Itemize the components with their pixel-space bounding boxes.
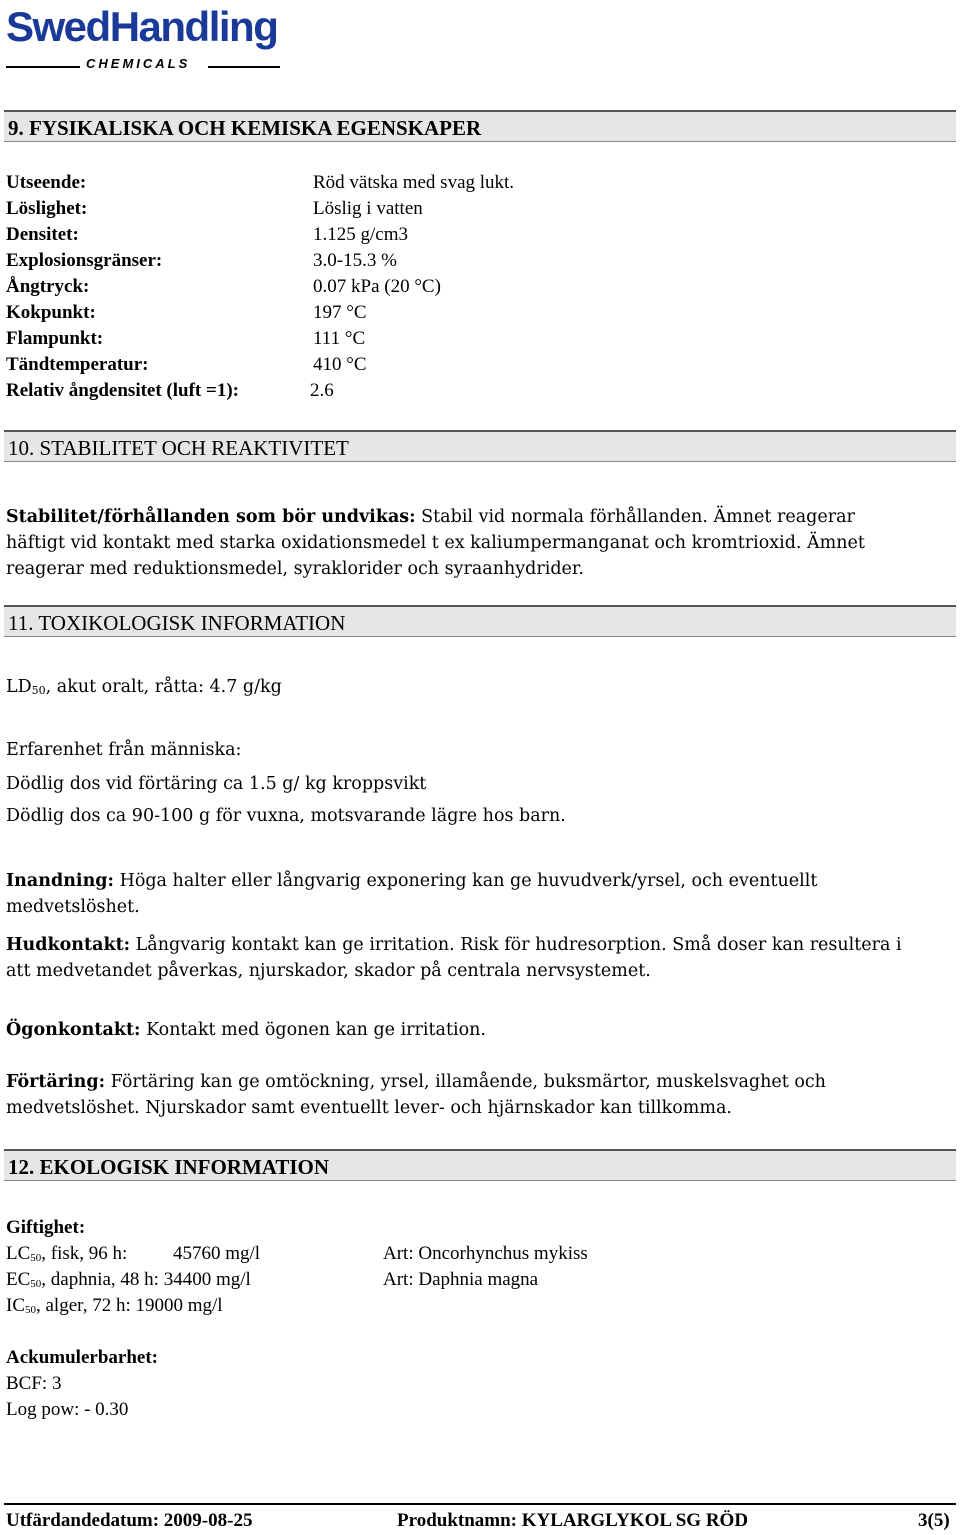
ecotox-subscript: 50 [25, 1304, 36, 1316]
stability-text: Stabil vid normala förhållanden. Ämnet reagerar häftigt vid kontakt med starka oxidationsmedel t ex kaliumpermanganat och kromtrioxid. Ämnet reagerar med reduktionsmedel, syraklorider och syraanhydrider. [6, 507, 865, 579]
skin-contact-text: Långvarig kontakt kan ge irritation. Risk för hudresorption. Små doser kan resultera i att medvetandet påverkas, njurskador, skador på centrala nervsystemet. [6, 935, 902, 981]
skin-contact-label: Hudkontakt: [6, 935, 131, 955]
property-value: 3.0-15.3 % [313, 250, 397, 271]
accumulation-heading: Ackumulerbarhet: [6, 1347, 158, 1368]
property-value: 2.6 [310, 380, 334, 401]
section-9-header [4, 110, 956, 142]
ecotox-row-species: Art: Daphnia magna [383, 1269, 539, 1290]
ingestion-label: Förtäring: [6, 1072, 106, 1092]
bcf-value: BCF: 3 [6, 1373, 62, 1394]
section-10-title: 10. STABILITET OCH REAKTIVITET [8, 436, 349, 460]
ecotox-row-value: 19000 mg/l [135, 1295, 223, 1316]
property-value: 111 °C [313, 328, 366, 349]
toxicity-heading: Giftighet: [6, 1217, 86, 1238]
ecotox-subscript: 50 [30, 1278, 42, 1290]
footer-product-name: Produktnamn: KYLARGLYKOL SG RÖD [397, 1510, 749, 1531]
property-label: Utseende: [6, 172, 87, 193]
eye-contact-label: Ögonkontakt: [6, 1020, 141, 1040]
property-label: Relativ ångdensitet (luft =1): [6, 380, 239, 401]
skin-contact-paragraph [6, 932, 906, 984]
inhalation-paragraph [6, 868, 906, 920]
section-12-header [4, 1149, 956, 1181]
ecotox-row-value: 45760 mg/l [173, 1243, 261, 1264]
ecotox-desc: , daphnia, 48 h: [41, 1269, 159, 1290]
property-value: 197 °C [313, 302, 367, 323]
property-value: Röd vätska med svag lukt. [313, 172, 515, 193]
ld-subscript: 50 [31, 684, 46, 697]
footer-issue-date: Utfärdandedatum: 2009-08-25 [6, 1510, 253, 1531]
property-label: Densitet: [6, 224, 79, 245]
property-value: 0.07 kPa (20 °C) [313, 276, 441, 297]
property-value: Löslig i vatten [313, 198, 423, 219]
ld50-line [6, 676, 282, 698]
human-experience-heading: Erfarenhet från människa: [6, 740, 242, 760]
logo-subtitle: CHEMICALS [86, 56, 191, 71]
ecotox-prefix: IC [6, 1295, 25, 1316]
ecotox-desc: , fisk, 96 h: [41, 1243, 128, 1264]
company-logo [6, 2, 286, 78]
property-label: Löslighet: [6, 198, 88, 219]
stability-paragraph [6, 504, 906, 582]
footer-page-number: 3(5) [918, 1510, 950, 1531]
ingestion-text: Förtäring kan ge omtöckning, yrsel, illamående, buksmärtor, muskelsvaghet och medvetslöshet. Njurskador samt eventuellt lever- och hjärnskador kan tillkomma. [6, 1072, 826, 1118]
stability-label: Stabilitet/förhållanden som bör undvikas: [6, 507, 416, 527]
section-9-title: 9. FYSIKALISKA OCH KEMISKA EGENSKAPER [8, 116, 482, 140]
human-experience-line: Dödlig dos ca 90-100 g för vuxna, motsvarande lägre hos barn. [6, 806, 566, 826]
ecotox-subscript: 50 [30, 1252, 42, 1264]
ld-text: , akut oralt, råtta: 4.7 g/kg [45, 677, 282, 697]
ecotox-row-label [6, 1295, 223, 1317]
eye-contact-text: Kontakt med ögonen kan ge irritation. [140, 1020, 486, 1040]
section-11-header [4, 605, 956, 637]
logo-rule-left [6, 66, 80, 68]
ecotox-row-label [6, 1269, 251, 1291]
property-value: 410 °C [313, 354, 367, 375]
ingestion-paragraph [6, 1069, 936, 1121]
section-12-title: 12. EKOLOGISK INFORMATION [8, 1155, 330, 1179]
property-label: Kokpunkt: [6, 302, 96, 323]
inhalation-label: Inandning: [6, 871, 114, 891]
property-label: Ångtryck: [6, 276, 90, 297]
human-experience-line: Dödlig dos vid förtäring ca 1.5 g/ kg kroppsvikt [6, 774, 427, 794]
logo-wordmark: SwedHandling [6, 3, 278, 50]
ecotox-prefix: LC [6, 1243, 31, 1264]
ld-prefix: LD [6, 677, 32, 697]
section-11-title: 11. TOXIKOLOGISK INFORMATION [8, 611, 346, 635]
property-label: Explosionsgränser: [6, 250, 163, 271]
section-10-header [4, 430, 956, 462]
eye-contact-paragraph [6, 1017, 906, 1043]
inhalation-text: Höga halter eller långvarig exponering kan ge huvudverk/yrsel, och eventuellt medvetslöshet. [6, 871, 818, 917]
ecotox-row-value: 34400 mg/l [163, 1269, 251, 1290]
property-label: Flampunkt: [6, 328, 104, 349]
ecotox-row-label [6, 1243, 127, 1265]
logo-rule-right [208, 66, 280, 68]
footer-rule [4, 1503, 956, 1505]
property-value: 1.125 g/cm3 [313, 224, 408, 245]
property-label: Tändtemperatur: [6, 354, 149, 375]
ecotox-prefix: EC [6, 1269, 31, 1290]
log-pow-value: Log pow: - 0.30 [6, 1399, 129, 1420]
ecotox-row-species: Art: Oncorhynchus mykiss [383, 1243, 588, 1264]
ecotox-desc: , alger, 72 h: [36, 1295, 131, 1316]
